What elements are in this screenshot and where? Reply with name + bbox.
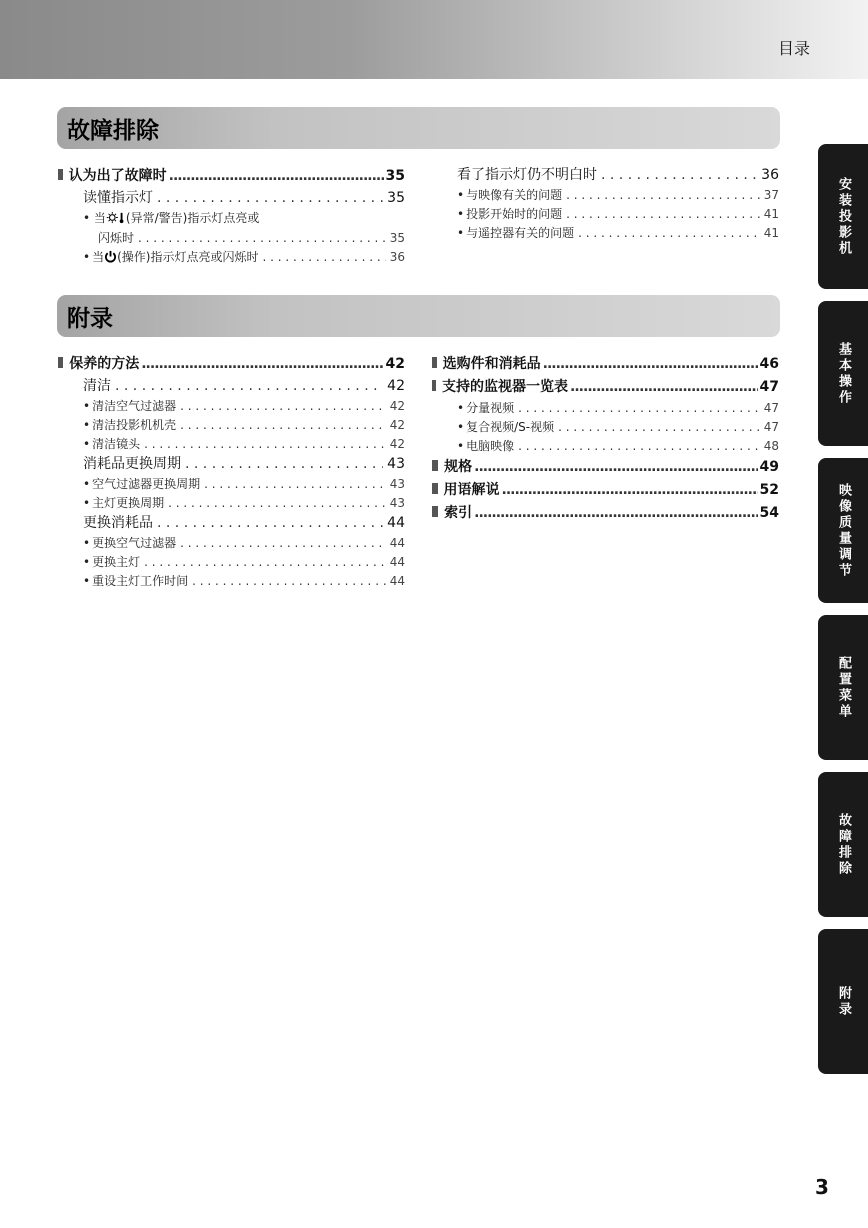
leader-dots — [180, 397, 386, 416]
leader-dots — [570, 376, 757, 399]
entry-page: 44 — [389, 536, 405, 550]
bullet-icon: • — [457, 401, 465, 415]
bullet-icon: • — [83, 555, 91, 569]
entry-page: 42 — [389, 437, 405, 451]
toc-entry-1-right-7[interactable] — [432, 502, 779, 525]
toc-entry-0-right-0[interactable] — [432, 165, 779, 186]
bullet-icon: • — [457, 188, 465, 202]
bullet-icon: • — [83, 496, 91, 510]
entry-label: 与遥控器有关的问题 — [466, 226, 575, 240]
side-tab-basic-ops[interactable] — [818, 301, 868, 446]
leader-dots — [502, 479, 758, 502]
entry-page: 36 — [761, 167, 779, 183]
toc-entry-1-right-5[interactable] — [432, 456, 779, 479]
leader-dots — [262, 248, 385, 267]
leader-dots — [566, 205, 760, 224]
toc-entry-1-left-7[interactable] — [58, 494, 405, 513]
warning-temp-icon — [106, 209, 126, 228]
toc-entry-1-left-4[interactable] — [58, 435, 405, 454]
toc-entry-1-right-4[interactable] — [432, 437, 779, 456]
leader-dots — [474, 502, 757, 525]
entry-page: 36 — [389, 250, 405, 264]
entry-page: 42 — [389, 399, 405, 413]
toc-entry-1-left-8[interactable] — [58, 513, 405, 534]
bullet-icon: • — [457, 226, 465, 240]
entry-page: 42 — [389, 418, 405, 432]
bullet-icon: • — [83, 574, 91, 588]
entry-label: 空气过滤器更换周期 — [92, 477, 201, 491]
entry-page: 35 — [387, 190, 405, 206]
toc-entry-1-left-6[interactable] — [58, 475, 405, 494]
entry-page: 54 — [759, 505, 779, 521]
leader-dots — [157, 513, 383, 533]
leader-dots — [144, 553, 386, 572]
entry-page: 35 — [389, 231, 405, 245]
leader-dots — [144, 435, 386, 454]
bullet-icon: • — [83, 418, 91, 432]
bullet-icon: • — [457, 420, 465, 434]
entry-page: 43 — [389, 496, 405, 510]
entry-label: (操作)指示灯点亮或闪烁时 — [117, 250, 259, 264]
entry-label: 投影开始时的问题 — [466, 207, 563, 221]
entry-page: 35 — [385, 168, 405, 184]
toc-entry-1-left-9[interactable] — [58, 534, 405, 553]
entry-label: 读懂指示灯 — [83, 190, 153, 206]
leader-dots — [115, 376, 383, 396]
entry-page: 44 — [387, 515, 405, 531]
entry-label: 更换消耗品 — [83, 515, 153, 531]
entry-label: 分量视频 — [466, 401, 515, 415]
entry-label: 清洁镜头 — [92, 437, 141, 451]
toc-entry-1-right-6[interactable] — [432, 479, 779, 502]
entry-label: 电脑映像 — [466, 439, 515, 453]
bullet-icon: • — [457, 207, 465, 221]
entry-label: 与映像有关的问题 — [466, 188, 563, 202]
side-tab-label: 基本操作 — [836, 341, 851, 406]
side-tab-image-quality[interactable] — [818, 458, 868, 603]
square-bullet-icon — [58, 357, 63, 368]
toc-entry-0-left-2[interactable]: • 当 (异常/警告)指示灯点亮或 闪烁时 . . . 35 — [58, 209, 405, 248]
leader-dots — [578, 224, 760, 243]
square-bullet-icon — [432, 506, 438, 517]
bullet-icon: • — [83, 536, 91, 550]
entry-prefix: 当 — [93, 211, 106, 225]
side-tab-label: 映像质量调节 — [836, 482, 851, 579]
entry-label: 更换空气过滤器 — [92, 536, 177, 550]
entry-page: 37 — [763, 188, 779, 202]
side-tab-config-menu[interactable] — [818, 615, 868, 760]
toc-entry-0-left-0[interactable] — [58, 165, 405, 188]
section-banner-troubleshooting — [57, 107, 780, 149]
entry-label: 复合视频/S-视频 — [466, 420, 555, 434]
entry-label-cont: 闪烁时 — [98, 231, 135, 245]
leader-dots — [138, 228, 386, 248]
bullet-icon: • — [83, 477, 91, 491]
square-bullet-icon — [432, 483, 438, 494]
entry-label: 清洁空气过滤器 — [92, 399, 177, 413]
section-banner-appendix — [57, 295, 780, 337]
toc-entry-1-left-2[interactable] — [58, 397, 405, 416]
toc-entry-1-right-1[interactable] — [432, 376, 779, 399]
square-bullet-icon — [432, 357, 437, 368]
toc-entry-1-left-3[interactable] — [58, 416, 405, 435]
entry-page: 41 — [763, 226, 779, 240]
entry-page: 44 — [389, 574, 405, 588]
toc-entry-0-left-1[interactable] — [58, 188, 405, 209]
entry-prefix: 当 — [92, 250, 105, 264]
toc-column-left — [58, 165, 405, 267]
toc-column-right — [432, 165, 779, 243]
toc-entry-1-right-0[interactable] — [432, 353, 779, 376]
entry-page: 41 — [763, 207, 779, 221]
entry-label: 保养的方法 — [69, 356, 140, 372]
leader-dots — [474, 456, 757, 479]
header-bar — [0, 0, 868, 79]
entry-page: 42 — [385, 356, 405, 372]
entry-label: (异常/警告)指示灯点亮或 — [125, 211, 260, 225]
bullet-icon: • — [457, 439, 465, 453]
square-bullet-icon — [58, 169, 63, 180]
square-bullet-icon — [432, 380, 436, 391]
entry-label: 用语解说 — [443, 482, 500, 498]
leader-dots — [168, 494, 386, 513]
entry-label: 支持的监视器一览表 — [442, 379, 569, 395]
side-tab-label: 附录 — [836, 985, 851, 1018]
leader-dots — [601, 165, 757, 185]
bullet-icon: • — [83, 250, 91, 264]
entry-page: 48 — [763, 439, 779, 453]
toc-column-right — [432, 353, 779, 525]
side-tab-troubleshooting[interactable] — [818, 772, 868, 917]
toc-entry-1-left-10[interactable] — [58, 553, 405, 572]
toc-entry-1-left-11[interactable] — [58, 572, 405, 591]
page-number: 3 — [815, 1175, 829, 1199]
entry-page: 52 — [759, 482, 779, 498]
side-tab-label: 配置菜单 — [836, 655, 851, 720]
leader-dots — [141, 353, 383, 376]
entry-label: 重设主灯工作时间 — [92, 574, 189, 588]
leader-dots — [204, 475, 386, 494]
entry-page: 47 — [763, 420, 779, 434]
side-tab-install[interactable] — [818, 144, 868, 289]
side-tab-label: 安装投影机 — [836, 176, 851, 257]
entry-label: 主灯更换周期 — [92, 496, 165, 510]
entry-page: 43 — [387, 456, 405, 472]
toc-entry-0-left-3[interactable] — [58, 248, 405, 267]
entry-page: 44 — [389, 555, 405, 569]
leader-dots — [558, 418, 760, 437]
entry-label: 看了指示灯仍不明白时 — [457, 167, 597, 183]
toc-entry-1-left-0[interactable] — [58, 353, 405, 376]
entry-page: 47 — [763, 401, 779, 415]
entry-label: 选购件和消耗品 — [442, 356, 541, 372]
toc-column-left — [58, 353, 405, 591]
power-icon — [104, 248, 117, 267]
entry-page: 49 — [759, 459, 779, 475]
entry-page: 43 — [389, 477, 405, 491]
square-bullet-icon — [432, 460, 438, 471]
side-tab-appendix[interactable] — [818, 929, 868, 1074]
bullet-icon: • — [83, 437, 91, 451]
leader-dots — [192, 572, 386, 591]
entry-label: 消耗品更换周期 — [83, 456, 181, 472]
leader-dots — [543, 353, 758, 376]
bullet-icon: • — [83, 399, 91, 413]
toc-entry-0-right-1[interactable] — [432, 186, 779, 205]
entry-page: 42 — [387, 378, 405, 394]
toc-entry-1-left-1[interactable] — [58, 376, 405, 397]
leader-dots — [518, 437, 760, 456]
entry-label: 清洁投影机机壳 — [92, 418, 177, 432]
section-title: 附录 — [67, 306, 113, 332]
header-title: 目录 — [777, 39, 810, 58]
leader-dots — [185, 454, 383, 474]
toc-entry-0-right-3[interactable] — [432, 224, 779, 243]
entry-label: 索引 — [444, 505, 473, 521]
leader-dots — [566, 186, 760, 205]
entry-label: 规格 — [444, 459, 473, 475]
entry-page: 47 — [759, 379, 779, 395]
toc-entry-1-left-5[interactable] — [58, 454, 405, 475]
leader-dots — [180, 534, 386, 553]
entry-page: 46 — [759, 356, 779, 372]
leader-dots — [157, 188, 383, 208]
leader-dots — [518, 399, 760, 418]
leader-dots — [169, 165, 384, 188]
section-title: 故障排除 — [67, 118, 159, 144]
side-tab-label: 故障排除 — [836, 812, 851, 877]
toc-entry-1-right-2[interactable] — [432, 399, 779, 418]
toc-entry-0-right-2[interactable] — [432, 205, 779, 224]
entry-label: 更换主灯 — [92, 555, 141, 569]
toc-entry-1-right-3[interactable] — [432, 418, 779, 437]
leader-dots — [180, 416, 386, 435]
entry-label: 认为出了故障时 — [68, 168, 167, 184]
entry-label: 清洁 — [83, 378, 111, 394]
